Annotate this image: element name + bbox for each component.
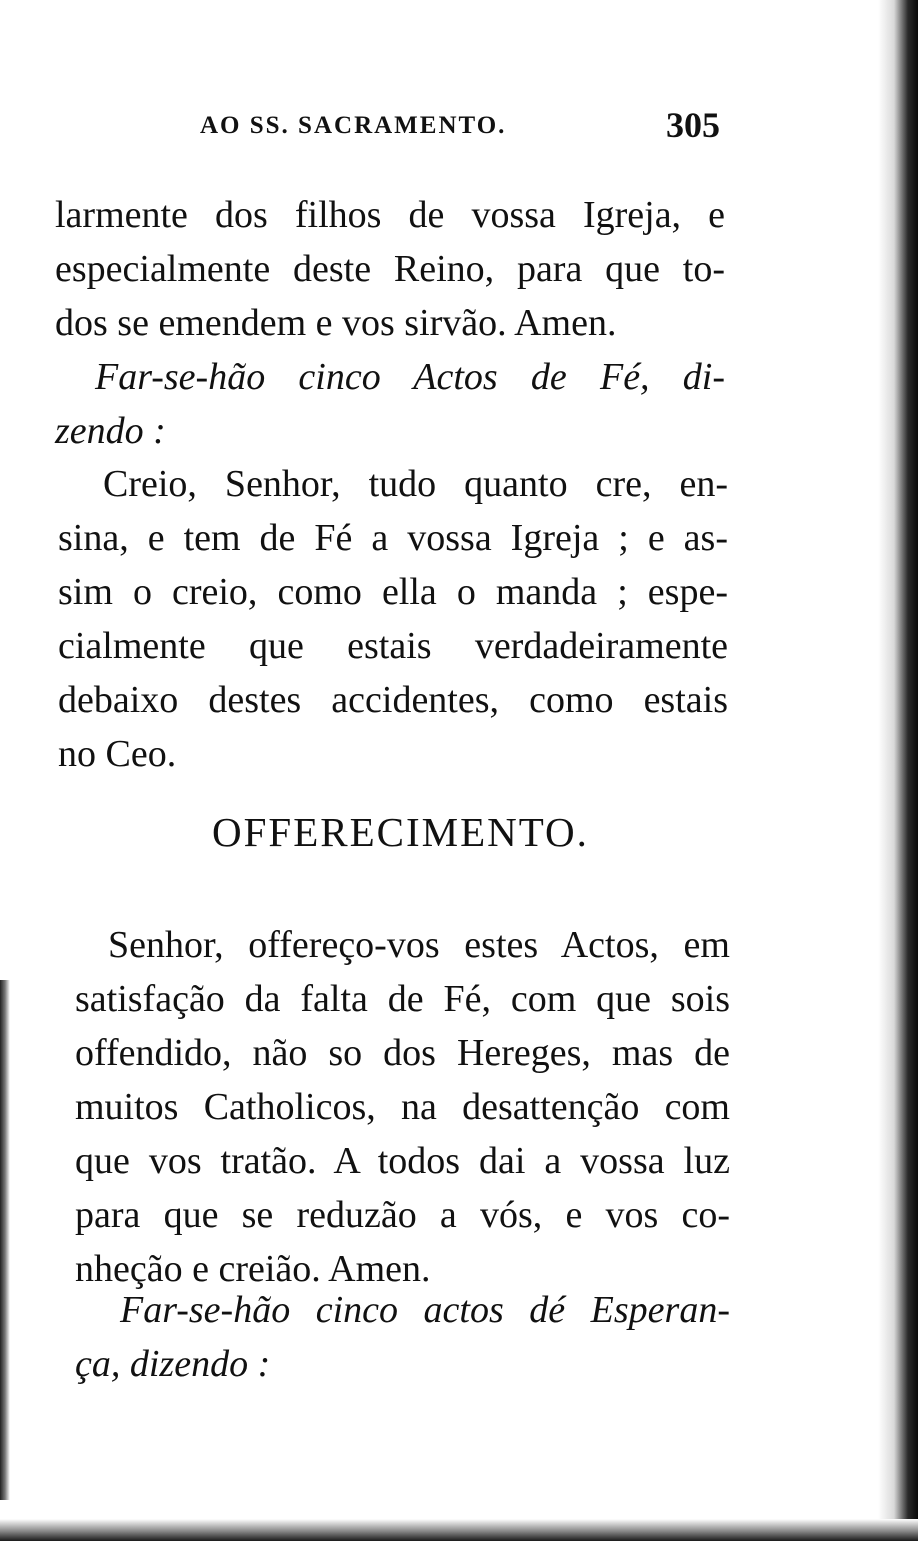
rubric-acts-of-faith bbox=[55, 350, 725, 458]
text-line: sim o creio, como ella o manda ; espe- bbox=[58, 571, 728, 613]
paragraph-continuation bbox=[55, 188, 725, 350]
text-line: para que se reduzão a vós, e vos co- bbox=[75, 1194, 730, 1236]
text-line: Far-se-hão cinco actos dé Esperan- bbox=[120, 1289, 730, 1331]
text-line: satisfação da falta de Fé, com que sois bbox=[75, 978, 730, 1020]
text-line: nheção e creião. Amen. bbox=[75, 1248, 431, 1290]
page-edge-shadow-right bbox=[878, 0, 918, 1541]
section-heading: OFFERECIMENTO. bbox=[212, 809, 589, 855]
text-line: Creio, Senhor, tudo quanto cre, en- bbox=[103, 463, 728, 505]
text-line: ça, dizendo : bbox=[75, 1343, 271, 1385]
text-line: muitos Catholicos, na desattenção com bbox=[75, 1086, 730, 1128]
text-line: debaixo destes accidentes, como estais bbox=[58, 679, 728, 721]
text-line: dos se emendem e vos sirvão. Amen. bbox=[55, 302, 617, 344]
page-edge-shadow-left bbox=[0, 980, 10, 1500]
page-edge-shadow-bottom bbox=[0, 1519, 918, 1541]
text-line: cialmente que estais verdadeiramente bbox=[58, 625, 728, 667]
text-line: Senhor, offereço-vos estes Actos, em bbox=[108, 924, 730, 966]
running-head: AO SS. SACRAMENTO. bbox=[200, 112, 507, 139]
text-line: no Ceo. bbox=[58, 733, 177, 775]
rubric-acts-of-hope bbox=[75, 1283, 730, 1391]
paragraph-offering bbox=[75, 918, 730, 1296]
text-line: larmente dos filhos de vossa Igreja, e bbox=[55, 194, 725, 236]
text-line: especialmente deste Reino, para que to- bbox=[55, 248, 725, 290]
page-number: 305 bbox=[666, 105, 720, 145]
page-header bbox=[200, 104, 720, 154]
text-line: zendo : bbox=[55, 410, 166, 452]
text-line: que vos tratão. A todos dai a vossa luz bbox=[75, 1140, 730, 1182]
text-line: Far-se-hão cinco Actos de Fé, di- bbox=[95, 356, 725, 398]
text-line: offendido, não so dos Hereges, mas de bbox=[75, 1032, 730, 1074]
text-line: sina, e tem de Fé a vossa Igreja ; e as- bbox=[58, 517, 728, 559]
paragraph-act-of-faith bbox=[58, 457, 728, 781]
